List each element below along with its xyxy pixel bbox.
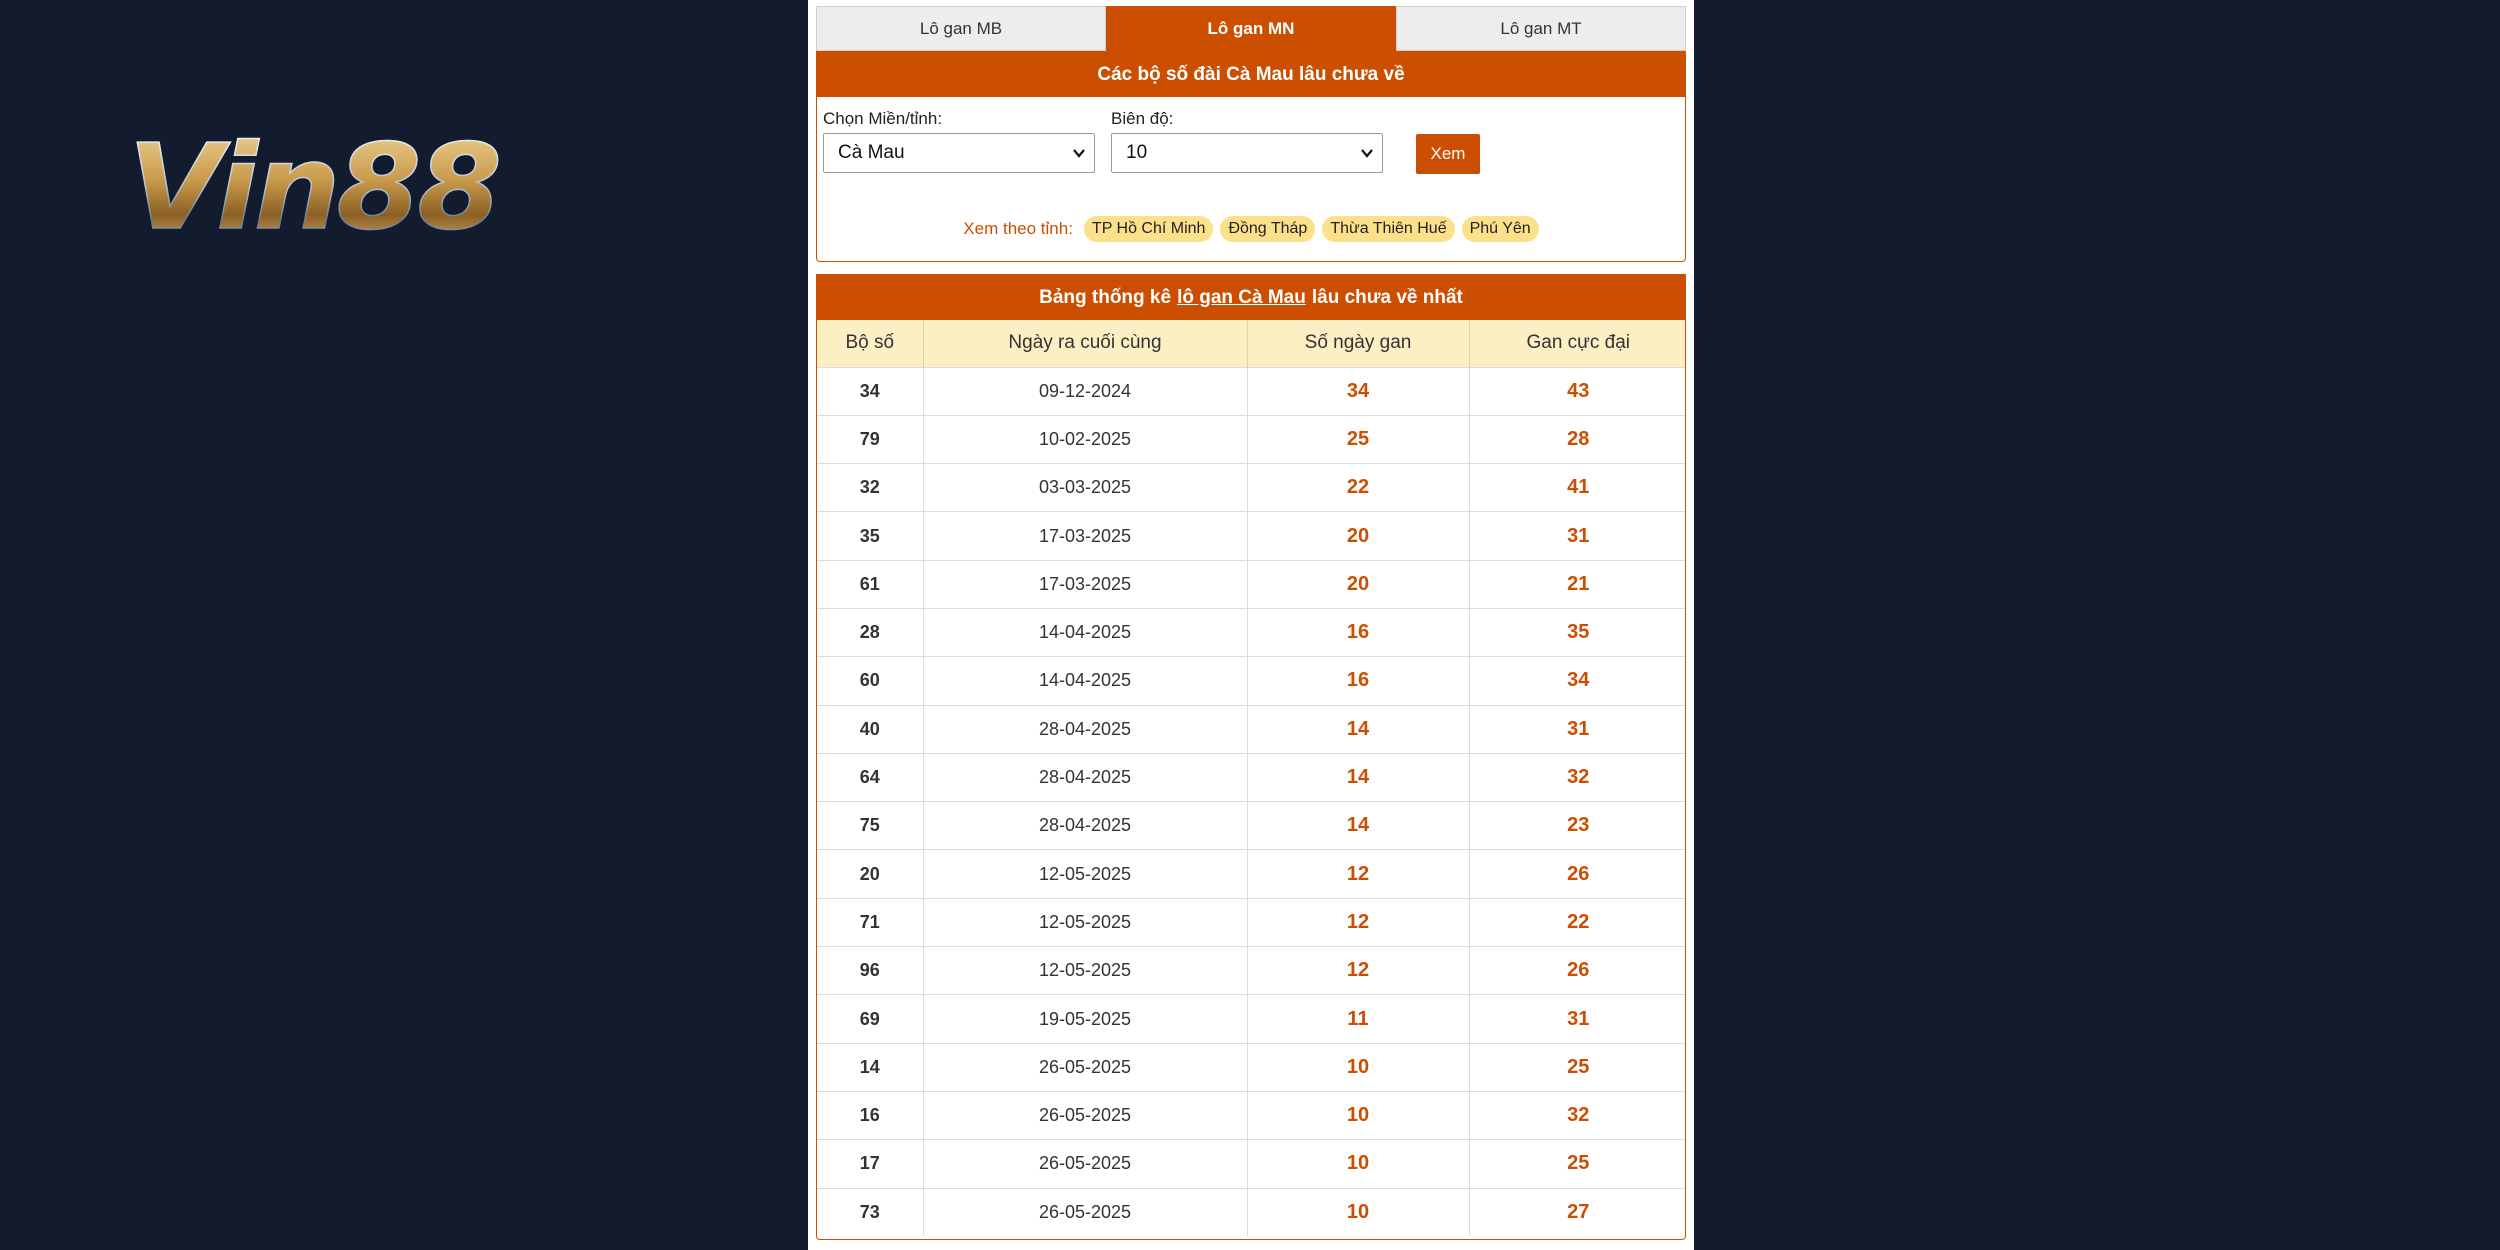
cell-ngay-ra: 09-12-2024 — [923, 367, 1247, 415]
column-header-ngay-ra: Ngày ra cuối cùng — [923, 320, 1247, 367]
column-header-bo-so: Bộ số — [817, 320, 923, 367]
stats-box — [816, 274, 1686, 1240]
table-row — [817, 608, 1686, 656]
cell-ngay-ra: 28-04-2025 — [923, 802, 1247, 850]
cell-gan-cuc-dai: 31 — [1469, 995, 1686, 1043]
stats-table — [817, 320, 1686, 1236]
table-row — [817, 1140, 1686, 1188]
cell-so-ngay-gan: 34 — [1247, 367, 1469, 415]
cell-so-ngay-gan: 22 — [1247, 464, 1469, 512]
table-row — [817, 367, 1686, 415]
table-row — [817, 1188, 1686, 1236]
cell-ngay-ra: 12-05-2025 — [923, 947, 1247, 995]
cell-gan-cuc-dai: 41 — [1469, 464, 1686, 512]
column-header-so-ngay-gan: Số ngày gan — [1247, 320, 1469, 367]
cell-bo-so: 20 — [817, 850, 923, 898]
content-panel — [808, 0, 1694, 1250]
cell-bo-so: 64 — [817, 753, 923, 801]
stats-title-prefix: Bảng thống kê — [1039, 286, 1172, 308]
region-tabs — [816, 6, 1686, 51]
cell-ngay-ra: 19-05-2025 — [923, 995, 1247, 1043]
cell-bo-so: 28 — [817, 608, 923, 656]
cell-so-ngay-gan: 14 — [1247, 753, 1469, 801]
cell-ngay-ra: 17-03-2025 — [923, 560, 1247, 608]
cell-gan-cuc-dai: 31 — [1469, 512, 1686, 560]
cell-bo-so: 35 — [817, 512, 923, 560]
cell-gan-cuc-dai: 27 — [1469, 1188, 1686, 1236]
cell-gan-cuc-dai: 26 — [1469, 947, 1686, 995]
cell-ngay-ra: 12-05-2025 — [923, 898, 1247, 946]
cell-bo-so: 75 — [817, 802, 923, 850]
province-chip-hue[interactable]: Thừa Thiên Huế — [1322, 216, 1454, 242]
cell-gan-cuc-dai: 31 — [1469, 705, 1686, 753]
stats-title — [817, 275, 1685, 320]
stats-title-suffix: lâu chưa về nhất — [1311, 286, 1463, 308]
table-row — [817, 802, 1686, 850]
cell-ngay-ra: 26-05-2025 — [923, 1043, 1247, 1091]
cell-gan-cuc-dai: 34 — [1469, 657, 1686, 705]
table-row — [817, 415, 1686, 463]
table-row — [817, 1043, 1686, 1091]
cell-ngay-ra: 26-05-2025 — [923, 1140, 1247, 1188]
cell-gan-cuc-dai: 32 — [1469, 753, 1686, 801]
cell-bo-so: 60 — [817, 657, 923, 705]
cell-bo-so: 17 — [817, 1140, 923, 1188]
cell-bo-so: 69 — [817, 995, 923, 1043]
cell-gan-cuc-dai: 26 — [1469, 850, 1686, 898]
cell-ngay-ra: 10-02-2025 — [923, 415, 1247, 463]
cell-ngay-ra: 03-03-2025 — [923, 464, 1247, 512]
stats-table-body — [817, 367, 1686, 1236]
cell-ngay-ra: 26-05-2025 — [923, 1091, 1247, 1139]
cell-so-ngay-gan: 20 — [1247, 512, 1469, 560]
table-row — [817, 995, 1686, 1043]
stats-title-link[interactable]: lô gan Cà Mau — [1177, 286, 1306, 308]
cell-bo-so: 32 — [817, 464, 923, 512]
cell-ngay-ra: 14-04-2025 — [923, 657, 1247, 705]
tab-lo-gan-mt[interactable]: Lô gan MT — [1396, 6, 1686, 51]
province-chip-hcm[interactable]: TP Hồ Chí Minh — [1084, 216, 1214, 242]
cell-bo-so: 96 — [817, 947, 923, 995]
cell-so-ngay-gan: 10 — [1247, 1043, 1469, 1091]
cell-bo-so: 71 — [817, 898, 923, 946]
cell-gan-cuc-dai: 32 — [1469, 1091, 1686, 1139]
table-row — [817, 947, 1686, 995]
table-row — [817, 1091, 1686, 1139]
cell-ngay-ra: 17-03-2025 — [923, 512, 1247, 560]
region-label: Chọn Miền/tỉnh: — [823, 109, 943, 128]
range-select[interactable] — [1111, 133, 1383, 173]
cell-bo-so: 16 — [817, 1091, 923, 1139]
region-select-value: Cà Mau — [838, 142, 905, 163]
region-select[interactable] — [823, 133, 1095, 173]
tab-lo-gan-mn[interactable]: Lô gan MN — [1106, 6, 1396, 51]
cell-gan-cuc-dai: 28 — [1469, 415, 1686, 463]
range-select-value: 10 — [1126, 142, 1148, 163]
cell-ngay-ra: 28-04-2025 — [923, 753, 1247, 801]
cell-bo-so: 34 — [817, 367, 923, 415]
table-row — [817, 512, 1686, 560]
vin88-logo — [124, 120, 504, 240]
view-button[interactable]: Xem — [1416, 134, 1480, 174]
filter-box — [816, 51, 1686, 262]
cell-bo-so: 14 — [817, 1043, 923, 1091]
cell-ngay-ra: 12-05-2025 — [923, 850, 1247, 898]
table-row — [817, 464, 1686, 512]
column-header-gan-cuc-dai: Gan cực đại — [1469, 320, 1686, 367]
cell-so-ngay-gan: 12 — [1247, 850, 1469, 898]
chevron-down-icon — [1360, 146, 1374, 160]
province-shortcuts — [817, 216, 1685, 242]
table-row — [817, 657, 1686, 705]
cell-bo-so: 61 — [817, 560, 923, 608]
cell-ngay-ra: 26-05-2025 — [923, 1188, 1247, 1236]
logo-text: Vin88 — [128, 120, 498, 240]
cell-bo-so: 73 — [817, 1188, 923, 1236]
filter-title: Các bộ số đài Cà Mau lâu chưa về — [817, 52, 1685, 97]
cell-bo-so: 40 — [817, 705, 923, 753]
cell-gan-cuc-dai: 22 — [1469, 898, 1686, 946]
cell-ngay-ra: 14-04-2025 — [923, 608, 1247, 656]
cell-so-ngay-gan: 14 — [1247, 705, 1469, 753]
range-label: Biên độ: — [1111, 109, 1174, 128]
province-chip-phu-yen[interactable]: Phú Yên — [1462, 216, 1539, 242]
cell-so-ngay-gan: 14 — [1247, 802, 1469, 850]
cell-so-ngay-gan: 16 — [1247, 608, 1469, 656]
province-prefix: Xem theo tỉnh: — [963, 219, 1073, 238]
table-row — [817, 705, 1686, 753]
cell-so-ngay-gan: 11 — [1247, 995, 1469, 1043]
cell-so-ngay-gan: 10 — [1247, 1091, 1469, 1139]
table-header-row — [817, 320, 1686, 367]
table-row — [817, 560, 1686, 608]
cell-gan-cuc-dai: 23 — [1469, 802, 1686, 850]
cell-so-ngay-gan: 12 — [1247, 947, 1469, 995]
cell-gan-cuc-dai: 35 — [1469, 608, 1686, 656]
table-row — [817, 753, 1686, 801]
tab-lo-gan-mb[interactable]: Lô gan MB — [816, 6, 1106, 51]
cell-gan-cuc-dai: 43 — [1469, 367, 1686, 415]
table-row — [817, 850, 1686, 898]
cell-so-ngay-gan: 10 — [1247, 1140, 1469, 1188]
cell-gan-cuc-dai: 25 — [1469, 1140, 1686, 1188]
chevron-down-icon — [1072, 146, 1086, 160]
table-row — [817, 898, 1686, 946]
province-chip-dong-thap[interactable]: Đồng Tháp — [1220, 216, 1315, 242]
cell-bo-so: 79 — [817, 415, 923, 463]
cell-so-ngay-gan: 20 — [1247, 560, 1469, 608]
cell-gan-cuc-dai: 25 — [1469, 1043, 1686, 1091]
cell-gan-cuc-dai: 21 — [1469, 560, 1686, 608]
cell-so-ngay-gan: 25 — [1247, 415, 1469, 463]
cell-so-ngay-gan: 16 — [1247, 657, 1469, 705]
cell-so-ngay-gan: 12 — [1247, 898, 1469, 946]
cell-so-ngay-gan: 10 — [1247, 1188, 1469, 1236]
cell-ngay-ra: 28-04-2025 — [923, 705, 1247, 753]
